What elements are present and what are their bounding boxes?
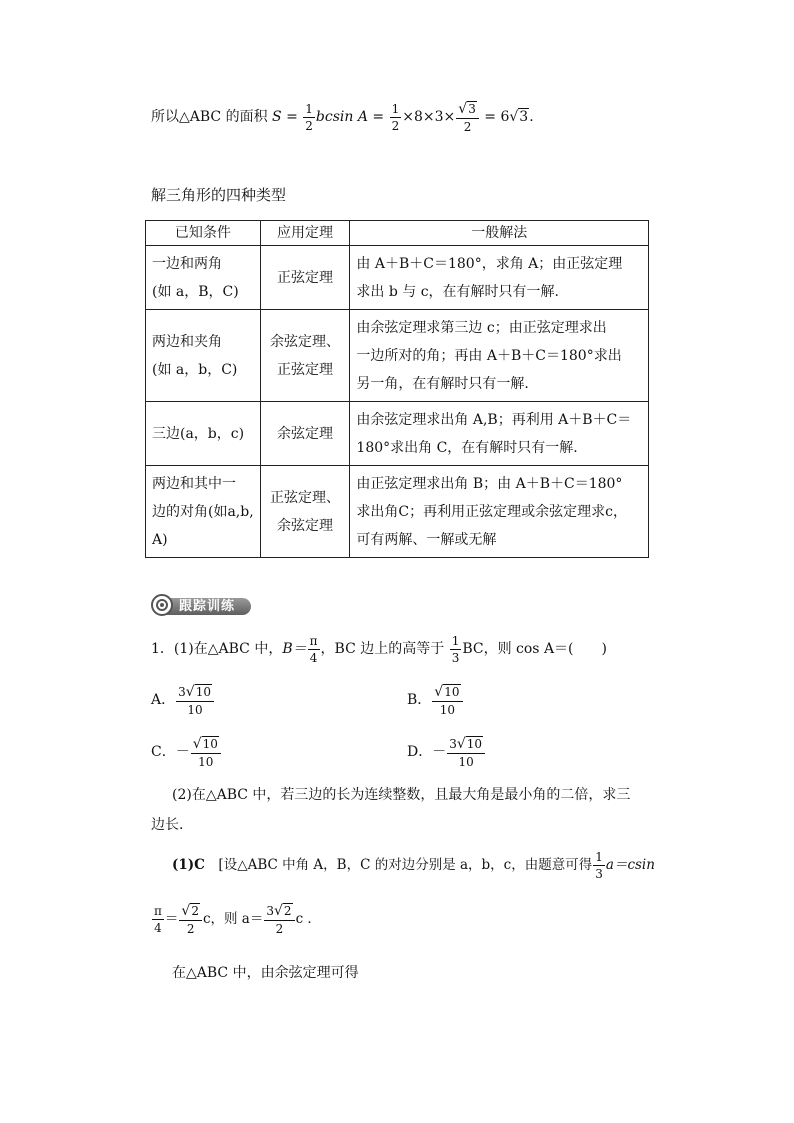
area-formula-line <box>151 98 534 136</box>
frac-num: 1 <box>451 633 460 648</box>
fraction-3sqrt2-over-2 <box>264 904 294 935</box>
question-1-line <box>151 630 607 668</box>
cell-condition: 两边和其中一 边的对角(如a,b, A) <box>146 466 261 558</box>
cell-condition: 三边(a，b，c) <box>146 402 261 466</box>
fraction-pi-over-4 <box>152 905 164 934</box>
sqrt-icon: √ <box>458 100 468 117</box>
frac-den: 10 <box>198 754 214 769</box>
solution-line-3: 在△ABC 中，由余弦定理可得 <box>172 965 359 981</box>
frac-den: 10 <box>187 702 203 717</box>
frac-den: 2 <box>305 118 313 133</box>
cell-method: 由正弦定理求出角 B；由 A＋B＋C＝180° 求出角C；再利用正弦定理或余弦定理求c， 可有两解、一解或无解 <box>350 466 649 558</box>
area-period: . <box>529 109 534 125</box>
fraction-half-2 <box>390 103 402 132</box>
equals: ＝ <box>164 911 179 927</box>
fraction-sqrt2-over-2 <box>179 904 202 935</box>
header-method: 一般解法 <box>350 221 649 246</box>
triangle-solving-table <box>145 220 649 558</box>
option-sign: － <box>432 744 447 760</box>
table-row <box>146 402 649 466</box>
fraction-half <box>303 103 315 132</box>
option-label: D． <box>407 744 433 760</box>
cell-condition: 两边和夹角 (如 a，b，C) <box>146 310 261 402</box>
cell-theorem: 正弦定理、 余弦定理 <box>260 466 350 558</box>
frac-num: 3√10 <box>447 737 485 754</box>
table-title: 解三角形的四种类型 <box>151 186 287 204</box>
practice-badge <box>151 594 251 618</box>
table-row <box>146 310 649 402</box>
option-D <box>407 732 486 772</box>
cell-method: 由 A＋B＋C＝180°，求角 A；由正弦定理 求出 b 与 c，在有解时只有一解. <box>350 246 649 310</box>
frac-num: 1 <box>305 101 313 116</box>
sqrt-icon: √ <box>274 903 283 919</box>
area-prefix: 所以△ABC 的面积 <box>151 109 273 125</box>
cell-theorem: 余弦定理 <box>260 402 350 466</box>
solution-text: [设△ABC 中角 A，B，C 的对边分别是 a，b，c，由题意可得 <box>204 857 593 873</box>
solution-text: c ． <box>295 911 321 927</box>
question-2-line-2: 边长. <box>151 817 184 833</box>
option-C <box>151 732 222 772</box>
question-2-line-1: (2)在△ABC 中，若三边的长为连续整数，且最大角是最小角的二倍，求三 <box>172 787 631 803</box>
table-row <box>146 246 649 310</box>
table-header-row <box>146 221 649 246</box>
option-fraction <box>176 685 214 716</box>
option-label: C． <box>151 744 176 760</box>
frac-num: π <box>309 633 318 648</box>
cell-theorem: 余弦定理、 正弦定理 <box>260 310 350 402</box>
sqrt-icon: √ <box>192 735 202 752</box>
q1-tail: BC，则 cos A＝( ) <box>462 641 607 657</box>
header-condition: 已知条件 <box>146 221 261 246</box>
solution-line-2 <box>151 898 321 940</box>
cell-condition: 一边和两角 (如 a，B，C) <box>146 246 261 310</box>
sqrt-icon: √ <box>181 903 191 919</box>
option-fraction <box>191 737 221 768</box>
option-fraction <box>432 685 462 716</box>
fraction-pi-over-4 <box>308 635 320 664</box>
fraction-one-third <box>450 635 462 664</box>
frac-den: 10 <box>439 702 456 717</box>
frac-num: 1 <box>391 101 400 116</box>
solution-line-1 <box>172 846 655 884</box>
sqrt-icon: √ <box>185 683 195 700</box>
frac-num: √10 <box>432 685 462 702</box>
frac-den: 3 <box>451 650 460 665</box>
cell-method: 由余弦定理求出角 A,B；再利用 A＋B＋C＝ 180°求出角 C，在有解时只有一解. <box>350 402 649 466</box>
frac-num: 3√2 <box>264 904 294 921</box>
sqrt-icon: √ <box>456 735 466 752</box>
answer-label: (1)C <box>172 857 205 873</box>
option-label: B． <box>407 692 432 708</box>
option-B <box>407 680 464 720</box>
cell-theorem: 正弦定理 <box>260 246 350 310</box>
frac-num <box>456 102 479 119</box>
sqrt-icon: √ <box>509 109 519 125</box>
q1-prefix: 1．(1)在△ABC 中， <box>151 641 283 657</box>
cell-method: 由余弦定理求第三边 c；由正弦定理求出 一边所对的角；再由 A＋B＋C＝180°求出 另一角，在有解时只有一解. <box>350 310 649 402</box>
header-theorem: 应用定理 <box>260 221 350 246</box>
option-fraction <box>447 737 485 768</box>
frac-num: 3√10 <box>176 685 214 702</box>
fraction-one-third <box>593 851 605 880</box>
frac-den: 3 <box>595 867 603 881</box>
area-result: = 6 <box>479 109 510 125</box>
area-bcsin: bcsin A = <box>315 109 389 125</box>
area-times: ×8×3× <box>402 109 456 125</box>
frac-den: 4 <box>154 921 162 935</box>
solution-text: a＝csin <box>605 857 655 873</box>
target-icon <box>151 594 173 616</box>
sqrt-icon: √ <box>434 683 444 700</box>
solution-text: c，则 a＝ <box>202 911 264 927</box>
frac-den: 2 <box>275 922 284 936</box>
frac-num: π <box>154 904 162 918</box>
frac-num: √10 <box>191 737 221 754</box>
frac-den: 2 <box>186 922 195 936</box>
frac-den: 2 <box>391 118 400 133</box>
option-label: A． <box>151 692 176 708</box>
area-S: S = <box>272 109 303 125</box>
frac-den: 4 <box>309 650 318 665</box>
q1-B: B＝ <box>282 641 307 657</box>
option-A <box>151 680 215 720</box>
radicand: 3 <box>468 101 476 116</box>
radicand: 3 <box>519 109 529 125</box>
badge-label: 跟踪训练 <box>179 599 236 614</box>
q1-mid: ，BC 边上的高等于 <box>320 641 449 657</box>
fraction-sqrt3-over-2 <box>456 102 479 133</box>
table-row <box>146 466 649 558</box>
frac-num: √2 <box>179 904 202 921</box>
frac-den: 2 <box>463 119 472 134</box>
frac-den: 10 <box>458 754 474 769</box>
option-sign: － <box>175 744 190 760</box>
frac-num: 1 <box>595 850 603 864</box>
